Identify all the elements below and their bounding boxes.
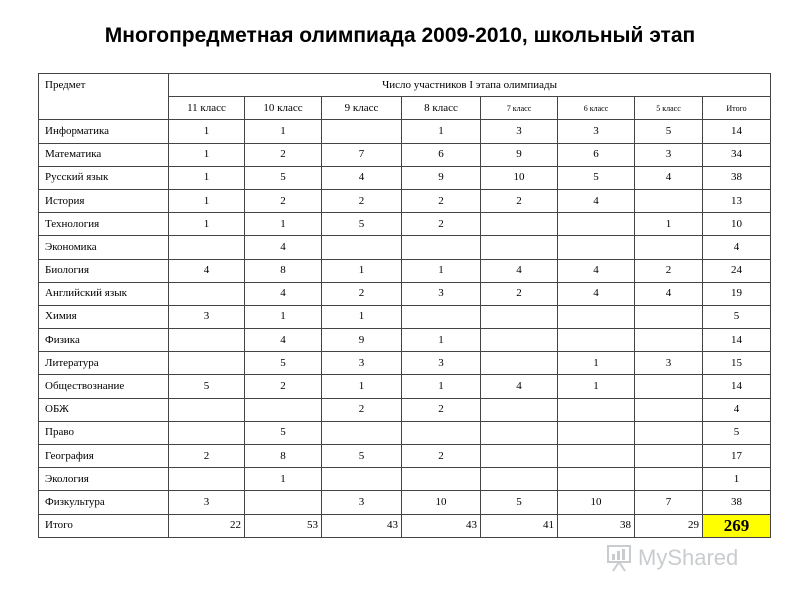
value-cell <box>169 468 245 491</box>
olympiad-table <box>38 73 771 538</box>
value-cell: 5 <box>703 421 771 444</box>
value-cell <box>481 421 558 444</box>
table-body <box>39 120 771 537</box>
value-cell: 3 <box>402 282 481 305</box>
value-cell <box>402 236 481 259</box>
value-cell: 10 <box>558 491 635 514</box>
value-cell: 4 <box>703 236 771 259</box>
value-cell: 4 <box>245 236 322 259</box>
subject-cell: Английский язык <box>39 282 169 305</box>
value-cell: 5 <box>322 213 402 236</box>
column-header: 7 класс <box>481 97 558 120</box>
participants-header: Число участников I этапа олимпиады <box>169 74 771 97</box>
value-cell: 3 <box>558 120 635 143</box>
value-cell <box>635 375 703 398</box>
value-cell: 10 <box>481 166 558 189</box>
value-cell <box>245 491 322 514</box>
value-cell: 5 <box>481 491 558 514</box>
value-cell: 4 <box>558 282 635 305</box>
value-cell: 4 <box>635 282 703 305</box>
value-cell: 2 <box>481 189 558 212</box>
value-cell: 9 <box>481 143 558 166</box>
value-cell <box>635 468 703 491</box>
value-cell: 1 <box>169 213 245 236</box>
value-cell <box>635 189 703 212</box>
total-cell: 22 <box>169 514 245 537</box>
value-cell: 2 <box>322 398 402 421</box>
value-cell: 2 <box>402 398 481 421</box>
column-header: 11 класс <box>169 97 245 120</box>
subject-cell: Экология <box>39 468 169 491</box>
value-cell: 3 <box>635 352 703 375</box>
value-cell: 1 <box>169 143 245 166</box>
value-cell: 2 <box>322 282 402 305</box>
value-cell: 10 <box>402 491 481 514</box>
value-cell <box>481 305 558 328</box>
value-cell: 2 <box>402 189 481 212</box>
value-cell: 4 <box>245 282 322 305</box>
value-cell: 2 <box>245 375 322 398</box>
table-row <box>39 375 771 398</box>
table-row <box>39 445 771 468</box>
value-cell <box>402 421 481 444</box>
totals-label: Итого <box>39 514 169 537</box>
table-row <box>39 120 771 143</box>
subject-cell: Биология <box>39 259 169 282</box>
value-cell: 2 <box>169 445 245 468</box>
subject-cell: Математика <box>39 143 169 166</box>
table-row <box>39 305 771 328</box>
value-cell <box>322 421 402 444</box>
total-cell: 41 <box>481 514 558 537</box>
value-cell: 2 <box>481 282 558 305</box>
value-cell <box>481 236 558 259</box>
value-cell: 1 <box>402 259 481 282</box>
value-cell: 2 <box>402 445 481 468</box>
totals-row <box>39 514 771 537</box>
value-cell: 1 <box>245 213 322 236</box>
value-cell: 7 <box>322 143 402 166</box>
value-cell: 3 <box>169 491 245 514</box>
value-cell <box>558 468 635 491</box>
watermark-text: MyShared <box>638 545 739 570</box>
value-cell: 1 <box>169 120 245 143</box>
value-cell <box>558 305 635 328</box>
value-cell: 1 <box>402 329 481 352</box>
value-cell <box>558 445 635 468</box>
value-cell <box>169 421 245 444</box>
value-cell: 2 <box>402 213 481 236</box>
subject-cell: Литература <box>39 352 169 375</box>
value-cell: 1 <box>322 259 402 282</box>
value-cell <box>558 421 635 444</box>
table-row <box>39 398 771 421</box>
value-cell <box>481 352 558 375</box>
value-cell: 1 <box>245 468 322 491</box>
table-row <box>39 143 771 166</box>
value-cell: 1 <box>558 375 635 398</box>
value-cell: 3 <box>481 120 558 143</box>
subject-cell: Физика <box>39 329 169 352</box>
value-cell: 5 <box>245 421 322 444</box>
value-cell: 14 <box>703 375 771 398</box>
column-header: 10 класс <box>245 97 322 120</box>
subject-cell: Право <box>39 421 169 444</box>
value-cell: 4 <box>558 189 635 212</box>
value-cell: 5 <box>245 166 322 189</box>
value-cell: 6 <box>402 143 481 166</box>
value-cell: 1 <box>245 305 322 328</box>
table-row <box>39 421 771 444</box>
value-cell: 24 <box>703 259 771 282</box>
value-cell <box>402 468 481 491</box>
value-cell: 4 <box>322 166 402 189</box>
subject-cell: Экономика <box>39 236 169 259</box>
value-cell: 1 <box>635 213 703 236</box>
value-cell <box>635 421 703 444</box>
subject-cell: Русский язык <box>39 166 169 189</box>
value-cell: 14 <box>703 120 771 143</box>
value-cell: 6 <box>558 143 635 166</box>
value-cell: 34 <box>703 143 771 166</box>
value-cell <box>558 213 635 236</box>
value-cell <box>245 398 322 421</box>
value-cell: 3 <box>322 491 402 514</box>
value-cell <box>635 305 703 328</box>
value-cell: 3 <box>322 352 402 375</box>
value-cell: 15 <box>703 352 771 375</box>
total-cell: 53 <box>245 514 322 537</box>
column-header: 8 класс <box>402 97 481 120</box>
value-cell: 4 <box>635 166 703 189</box>
value-cell: 1 <box>703 468 771 491</box>
value-cell: 1 <box>245 120 322 143</box>
value-cell: 1 <box>322 375 402 398</box>
value-cell: 2 <box>322 189 402 212</box>
value-cell <box>481 468 558 491</box>
watermark <box>606 543 738 573</box>
value-cell: 13 <box>703 189 771 212</box>
value-cell <box>169 352 245 375</box>
header-row <box>39 74 771 97</box>
column-header: 6 класс <box>558 97 635 120</box>
value-cell: 5 <box>322 445 402 468</box>
value-cell: 2 <box>245 143 322 166</box>
table-row <box>39 189 771 212</box>
value-cell <box>481 398 558 421</box>
table-row <box>39 213 771 236</box>
value-cell <box>558 236 635 259</box>
value-cell <box>635 329 703 352</box>
total-cell: 29 <box>635 514 703 537</box>
value-cell: 17 <box>703 445 771 468</box>
total-cell: 43 <box>322 514 402 537</box>
value-cell <box>169 329 245 352</box>
subject-cell: ОБЖ <box>39 398 169 421</box>
value-cell <box>322 120 402 143</box>
table-row <box>39 352 771 375</box>
value-cell: 5 <box>635 120 703 143</box>
value-cell: 1 <box>402 120 481 143</box>
subject-cell: Физкультура <box>39 491 169 514</box>
value-cell <box>635 398 703 421</box>
value-cell: 5 <box>558 166 635 189</box>
subject-cell: Технология <box>39 213 169 236</box>
value-cell: 5 <box>245 352 322 375</box>
value-cell: 7 <box>635 491 703 514</box>
subject-header: Предмет <box>39 74 169 120</box>
table-row <box>39 468 771 491</box>
column-header: 9 класс <box>322 97 402 120</box>
value-cell: 2 <box>635 259 703 282</box>
total-cell: 43 <box>402 514 481 537</box>
value-cell: 5 <box>169 375 245 398</box>
value-cell: 9 <box>402 166 481 189</box>
table-row <box>39 491 771 514</box>
column-header: 5 класс <box>635 97 703 120</box>
value-cell: 3 <box>402 352 481 375</box>
value-cell: 4 <box>481 259 558 282</box>
value-cell: 4 <box>558 259 635 282</box>
value-cell: 4 <box>481 375 558 398</box>
value-cell: 10 <box>703 213 771 236</box>
value-cell: 4 <box>169 259 245 282</box>
value-cell: 1 <box>169 189 245 212</box>
value-cell: 4 <box>245 329 322 352</box>
value-cell <box>481 445 558 468</box>
value-cell: 19 <box>703 282 771 305</box>
value-cell: 8 <box>245 445 322 468</box>
value-cell <box>322 468 402 491</box>
value-cell <box>558 398 635 421</box>
value-cell: 38 <box>703 491 771 514</box>
value-cell: 3 <box>635 143 703 166</box>
value-cell: 1 <box>402 375 481 398</box>
value-cell <box>169 236 245 259</box>
column-header: Итого <box>703 97 771 120</box>
value-cell: 8 <box>245 259 322 282</box>
subject-cell: География <box>39 445 169 468</box>
subject-cell: Обществознание <box>39 375 169 398</box>
value-cell <box>169 282 245 305</box>
table-row <box>39 282 771 305</box>
table-row <box>39 166 771 189</box>
value-cell: 1 <box>322 305 402 328</box>
presentation-board-icon <box>606 544 632 572</box>
subject-cell: Информатика <box>39 120 169 143</box>
table-row <box>39 236 771 259</box>
subject-cell: История <box>39 189 169 212</box>
value-cell: 38 <box>703 166 771 189</box>
value-cell: 2 <box>245 189 322 212</box>
value-cell <box>635 445 703 468</box>
value-cell: 9 <box>322 329 402 352</box>
value-cell <box>402 305 481 328</box>
grand-total-cell: 269 <box>703 514 771 537</box>
value-cell <box>635 236 703 259</box>
value-cell: 14 <box>703 329 771 352</box>
value-cell: 1 <box>169 166 245 189</box>
value-cell: 1 <box>558 352 635 375</box>
table-row <box>39 329 771 352</box>
value-cell: 3 <box>169 305 245 328</box>
value-cell: 4 <box>703 398 771 421</box>
value-cell <box>558 329 635 352</box>
value-cell <box>169 398 245 421</box>
value-cell <box>481 329 558 352</box>
page-title: Многопредметная олимпиада 2009-2010, школьный этап <box>104 24 696 47</box>
value-cell <box>481 213 558 236</box>
total-cell: 38 <box>558 514 635 537</box>
subject-cell: Химия <box>39 305 169 328</box>
table-row <box>39 259 771 282</box>
value-cell <box>322 236 402 259</box>
value-cell: 5 <box>703 305 771 328</box>
